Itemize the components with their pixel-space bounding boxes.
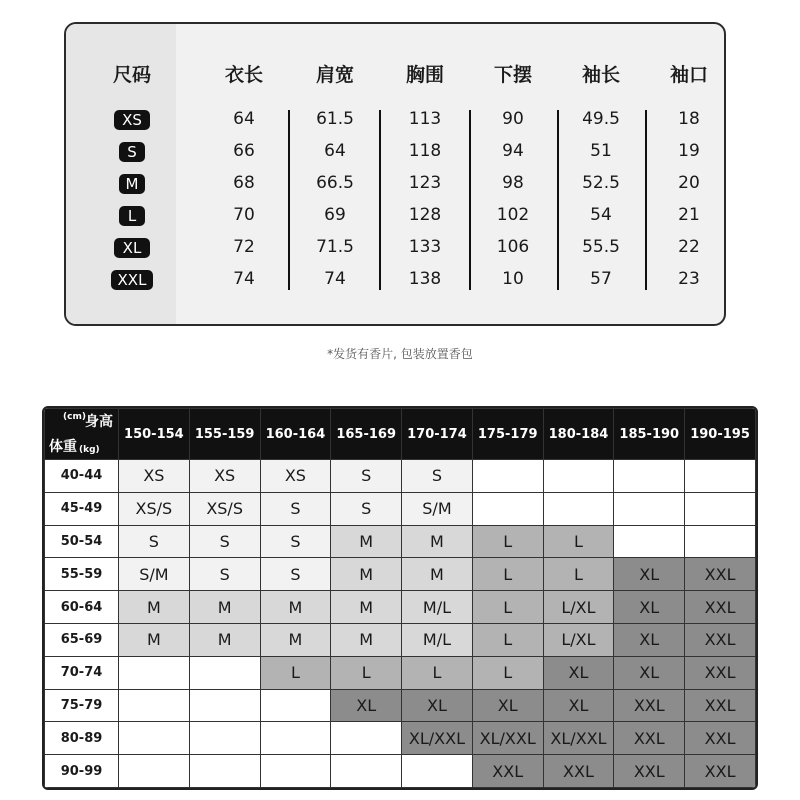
fit-grid-row [45,755,756,788]
measure-sleeve: 49.5 [582,109,620,129]
measure-shoulder: 69 [324,205,346,225]
fit-cell [331,722,402,755]
measure-sleeve: 54 [590,205,612,225]
size-badge-xl: XL [114,238,150,258]
fit-cell [119,689,190,722]
fit-cell: L [331,656,402,689]
fit-cell: L [543,525,614,558]
fit-cell: S [260,558,331,591]
fit-cell [685,492,756,525]
measure-hem: 10 [502,269,524,289]
column-divider [379,110,381,290]
fit-grid-row [45,689,756,722]
fit-cell: XXL [685,558,756,591]
fit-cell: S/M [402,492,473,525]
fit-cell: S [331,492,402,525]
measure-cuff: 23 [678,269,700,289]
weight-label-cell: 65-69 [45,623,119,656]
header-sleeve: 袖长 [581,64,621,86]
fit-cell: L [472,525,543,558]
weight-label-cell: 45-49 [45,492,119,525]
fit-cell: M [331,591,402,624]
fit-grid-table [44,408,756,788]
measure-sleeve: 51 [590,141,612,161]
measure-chest: 133 [408,237,442,257]
fit-cell: XL/XXL [402,722,473,755]
fit-cell: M [119,591,190,624]
weight-label: 体重 [49,439,77,455]
fit-cell: L/XL [543,591,614,624]
fit-grid-corner [45,409,119,460]
column-divider [469,110,471,290]
fit-cell: XL/XXL [543,722,614,755]
measure-length: 74 [233,269,255,289]
fit-cell [189,755,260,788]
fit-cell [119,722,190,755]
fit-cell [472,460,543,493]
fit-grid-row [45,722,756,755]
fit-cell: M [189,591,260,624]
fit-cell: XL [472,689,543,722]
fit-cell [260,689,331,722]
fit-grid-header-row [45,409,756,460]
fit-cell: M [260,623,331,656]
column-divider [645,110,647,290]
measure-cuff: 20 [678,173,700,193]
measure-length: 72 [233,237,255,257]
column-divider [557,110,559,290]
header-chest: 胸围 [405,64,445,86]
fit-cell [614,525,685,558]
fit-cell: XXL [685,591,756,624]
fit-cell: XS [119,460,190,493]
fit-grid-row [45,460,756,493]
measure-hem: 94 [502,141,524,161]
measure-sleeve: 52.5 [582,173,620,193]
fit-grid-row [45,591,756,624]
height-header: 190-195 [685,409,756,460]
height-unit: (cm) [63,412,86,422]
fit-cell [119,656,190,689]
size-badge-xs: XS [114,110,150,130]
fit-cell: L [472,656,543,689]
shipping-note: *发货有香片, 包装放置香包 [327,347,473,361]
measure-length: 70 [233,205,255,225]
weight-label-cell: 50-54 [45,525,119,558]
measure-cuff: 22 [678,237,700,257]
fit-cell: S [260,525,331,558]
height-header: 180-184 [543,409,614,460]
fit-cell: S [402,460,473,493]
measure-hem: 90 [502,109,524,129]
measure-shoulder: 71.5 [316,237,354,257]
fit-cell: M [402,558,473,591]
size-badge-xxl: XXL [111,270,153,290]
height-header: 170-174 [402,409,473,460]
fit-cell: L [543,558,614,591]
fit-cell [472,492,543,525]
measure-cuff: 21 [678,205,700,225]
fit-grid-row [45,525,756,558]
fit-cell [189,722,260,755]
fit-cell: XXL [614,689,685,722]
fit-cell: M [119,623,190,656]
column-divider [288,110,290,290]
fit-cell [543,492,614,525]
fit-cell [543,460,614,493]
measure-shoulder: 66.5 [316,173,354,193]
measure-sleeve: 57 [590,269,612,289]
measure-sleeve: 55.5 [582,237,620,257]
fit-cell: XXL [685,689,756,722]
measure-cuff: 19 [678,141,700,161]
size-badge-m: M [119,174,145,194]
fit-cell [614,460,685,493]
fit-cell: XL [402,689,473,722]
fit-cell: L [472,558,543,591]
measure-length: 64 [233,109,255,129]
fit-cell: XL [543,689,614,722]
size-badge-l: L [119,206,145,226]
weight-label-cell: 90-99 [45,755,119,788]
measure-shoulder: 64 [324,141,346,161]
fit-cell: M/L [402,591,473,624]
fit-cell: XS/S [119,492,190,525]
header-size: 尺码 [112,64,152,86]
weight-label-cell: 80-89 [45,722,119,755]
fit-cell: L [472,623,543,656]
fit-cell [614,492,685,525]
height-label: 身高 [85,414,113,430]
fit-cell [331,755,402,788]
fit-cell [189,689,260,722]
fit-cell: S [260,492,331,525]
height-header: 150-154 [119,409,190,460]
measure-shoulder: 61.5 [316,109,354,129]
fit-cell: M [260,591,331,624]
measure-hem: 98 [502,173,524,193]
measure-shoulder: 74 [324,269,346,289]
fit-cell: XXL [543,755,614,788]
weight-label-cell: 60-64 [45,591,119,624]
fit-cell: S [119,525,190,558]
fit-cell [685,460,756,493]
fit-grid [42,406,758,790]
height-header: 165-169 [331,409,402,460]
fit-cell: S [189,558,260,591]
fit-cell: XL [331,689,402,722]
height-header: 175-179 [472,409,543,460]
measure-hem: 106 [496,237,530,257]
fit-cell: XL/XXL [472,722,543,755]
fit-cell: M/L [402,623,473,656]
fit-cell: XXL [685,722,756,755]
fit-cell: M [402,525,473,558]
fit-cell: L/XL [543,623,614,656]
measure-length: 68 [233,173,255,193]
fit-cell: M [189,623,260,656]
fit-cell: L [402,656,473,689]
fit-cell [402,755,473,788]
measure-chest: 113 [408,109,442,129]
fit-grid-row [45,656,756,689]
fit-cell: XXL [685,656,756,689]
fit-cell: XXL [472,755,543,788]
fit-cell: XL [614,558,685,591]
fit-cell: XXL [614,755,685,788]
header-shoulder: 肩宽 [315,64,355,86]
fit-cell: XS/S [189,492,260,525]
weight-label-cell: 40-44 [45,460,119,493]
measure-chest: 118 [408,141,442,161]
fit-cell: XL [614,656,685,689]
weight-label-cell: 55-59 [45,558,119,591]
fit-cell: XXL [685,623,756,656]
header-cuff: 袖口 [669,64,709,86]
weight-unit: (kg) [79,445,100,455]
height-header: 155-159 [189,409,260,460]
fit-cell: M [331,558,402,591]
fit-cell: L [260,656,331,689]
measure-chest: 123 [408,173,442,193]
fit-cell: S/M [119,558,190,591]
fit-cell: S [331,460,402,493]
fit-cell: XS [189,460,260,493]
fit-cell: XS [260,460,331,493]
header-hem: 下摆 [493,64,533,86]
height-header: 160-164 [260,409,331,460]
measure-chest: 128 [408,205,442,225]
fit-grid-row [45,558,756,591]
fit-cell [260,755,331,788]
fit-grid-body [45,460,756,788]
weight-label-cell: 75-79 [45,689,119,722]
fit-cell: XL [614,623,685,656]
size-chart-card [64,22,726,326]
fit-cell [119,755,190,788]
fit-cell: M [331,623,402,656]
fit-cell [189,656,260,689]
fit-cell: XL [614,591,685,624]
measure-hem: 102 [496,205,530,225]
size-badge-s: S [119,142,145,162]
measure-chest: 138 [408,269,442,289]
fit-cell [260,722,331,755]
weight-label-cell: 70-74 [45,656,119,689]
header-length: 衣长 [224,64,264,86]
fit-cell: XXL [614,722,685,755]
measure-cuff: 18 [678,109,700,129]
fit-cell [685,525,756,558]
fit-cell: M [331,525,402,558]
measure-length: 66 [233,141,255,161]
fit-cell: XL [543,656,614,689]
fit-cell: L [472,591,543,624]
height-header: 185-190 [614,409,685,460]
fit-grid-row [45,492,756,525]
fit-cell: XXL [685,755,756,788]
fit-cell: S [189,525,260,558]
fit-grid-row [45,623,756,656]
